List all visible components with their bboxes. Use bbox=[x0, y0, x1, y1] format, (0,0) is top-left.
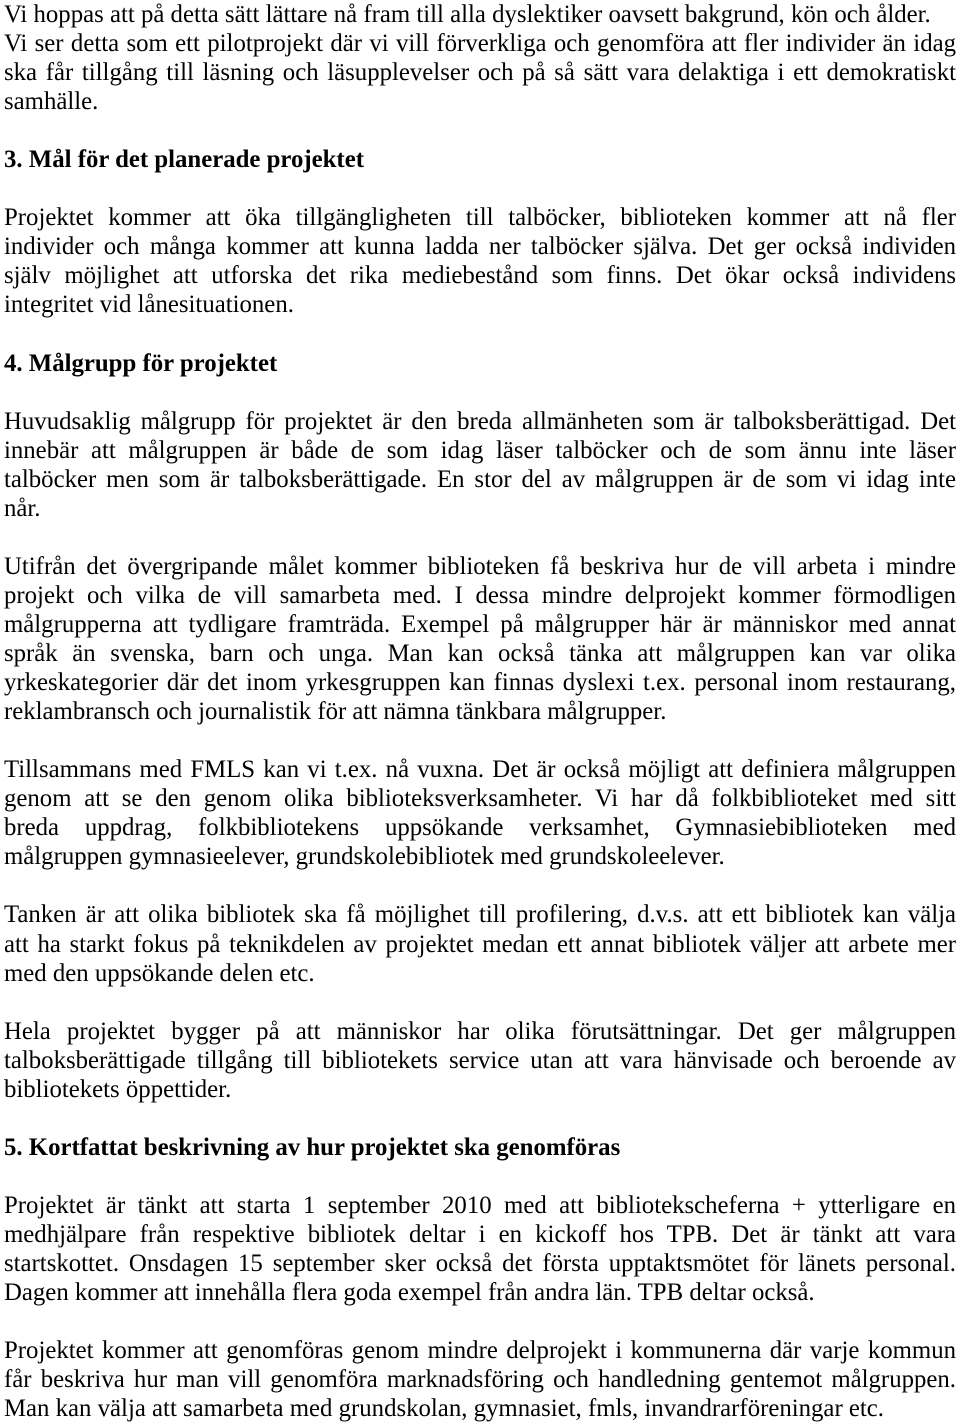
text-line: integritet vid lånesituationen. bbox=[4, 291, 294, 319]
text-line: ska får tillgång till läsning och läsupplevelser och på så sätt vara delaktiga i ett demokratiskt bbox=[4, 59, 956, 87]
text-line: själv möjlighet att utforska det rika mediebestånd som finns. Det ökar också individens bbox=[4, 262, 956, 290]
text-line: genom att se den genom olika biblioteksverksamheter. Vi har då folkbiblioteket med sitt bbox=[4, 785, 956, 813]
section-heading bbox=[4, 349, 956, 378]
document-page bbox=[4, 0, 956, 1423]
text-line: talböcker men som är talboksberättigade. En stor del av målgruppen är de som vi idag inte bbox=[4, 465, 956, 493]
text-line: projekt och vilka de vill samarbeta med. I dessa mindre delprojekt kommer förmodligen bbox=[4, 581, 956, 609]
intro-paragraph bbox=[4, 0, 956, 116]
text-line: målgrupperna att tydligare framträda. Exempel på målgrupper här är människor med annat bbox=[4, 610, 956, 638]
text-line: att ha starkt fokus på teknikdelen av projektet medan ett annat bibliotek väljer att arbete mer bbox=[4, 930, 956, 958]
text-line: språk än svenska, barn och unga. Man kan också tänka att målgruppen kan var olika bbox=[4, 640, 956, 668]
paragraph bbox=[4, 900, 956, 987]
text-line: reklambransch och journalistik för att nämna tänkbara målgrupper. bbox=[4, 698, 667, 726]
paragraph bbox=[4, 552, 956, 726]
section-3-heading: 3. Mål för det planerade projektet bbox=[4, 146, 364, 174]
section-5-heading: 5. Kortfattat beskrivning av hur projektet ska genomföras bbox=[4, 1133, 621, 1161]
text-line: målgruppen gymnasieelever, grundskolebibliotek med grundskoleelever. bbox=[4, 843, 725, 871]
paragraph bbox=[4, 1191, 956, 1307]
text-line: Projektet kommer att öka tillgängligheten till talböcker, biblioteken kommer att nå fler bbox=[4, 204, 956, 232]
text-line: Tanken är att olika bibliotek ska få möjlighet till profilering, d.v.s. att ett bibliotek kan välja bbox=[4, 901, 956, 929]
text-line: Projektet kommer att genomföras genom mindre delprojekt i kommunerna där varje kommun bbox=[4, 1337, 956, 1365]
text-line: Dagen kommer att innehålla flera goda exempel från andra län. TPB deltar också. bbox=[4, 1279, 815, 1307]
text-line: Huvudsaklig målgrupp för projektet är den breda allmänheten som är talboksberättigad. Det bbox=[4, 407, 956, 435]
text-line: Vi hoppas att på detta sätt lättare nå fram till alla dyslektiker oavsett bakgrund, kön och ålder. bbox=[4, 1, 931, 28]
section-heading bbox=[4, 1133, 956, 1162]
text-line: Projektet är tänkt att starta 1 september 2010 med att bibliotekscheferna + ytterligare en bbox=[4, 1191, 956, 1219]
text-line: Hela projektet bygger på att människor har olika förutsättningar. Det ger målgruppen bbox=[4, 1017, 956, 1045]
text-line: får beskriva hur man vill genomföra marknadsföring och handledning gentemot målgruppen. bbox=[4, 1366, 956, 1394]
text-line: innebär att målgruppen är både de som idag läser talböcker och de som ännu inte läser bbox=[4, 436, 956, 464]
text-line: samhälle. bbox=[4, 88, 99, 116]
text-line: yrkeskategorier där det inom yrkesgruppen kan finnas dyslexi t.ex. personal inom restaurang, bbox=[4, 669, 956, 697]
text-line: breda uppdrag, folkbibliotekens uppsökande verksamhet, Gymnasiebiblioteken med bbox=[4, 814, 956, 842]
text-line: Utifrån det övergripande målet kommer biblioteken få beskriva hur de vill arbeta i mindre bbox=[4, 552, 956, 580]
text-line: bibliotekets öppettider. bbox=[4, 1075, 232, 1103]
text-line: startskottet. Onsdagen 15 september sker också det första upptaktsmötet för länets personal. bbox=[4, 1250, 956, 1278]
section-heading bbox=[4, 145, 956, 174]
text-line: individer och många kommer att kunna ladda ner talböcker själva. Det ger också individen bbox=[4, 233, 956, 261]
text-line: Vi ser detta som ett pilotprojekt där vi vill förverkliga och genomföra att fler individer än idag bbox=[4, 30, 956, 58]
paragraph bbox=[4, 203, 956, 319]
paragraph bbox=[4, 1336, 956, 1423]
paragraph bbox=[4, 755, 956, 871]
text-line: Man kan välja att samarbeta med grundskolan, gymnasiet, fmls, invandrarföreningar etc. bbox=[4, 1395, 884, 1423]
text-line: medhjälpare från respektive bibliotek deltar i en kickoff hos TPB. Det är tänkt att vara bbox=[4, 1220, 956, 1248]
text-line: når. bbox=[4, 494, 41, 522]
section-4-heading: 4. Målgrupp för projektet bbox=[4, 349, 278, 377]
paragraph bbox=[4, 407, 956, 523]
text-line: talboksberättigade tillgång till bibliotekets service utan att vara hänvisade och beroende av bbox=[4, 1046, 956, 1074]
text-line: med den uppsökande delen etc. bbox=[4, 959, 315, 987]
text-line: Tillsammans med FMLS kan vi t.ex. nå vuxna. Det är också möjligt att definiera målgruppen bbox=[4, 756, 956, 784]
paragraph bbox=[4, 1017, 956, 1104]
